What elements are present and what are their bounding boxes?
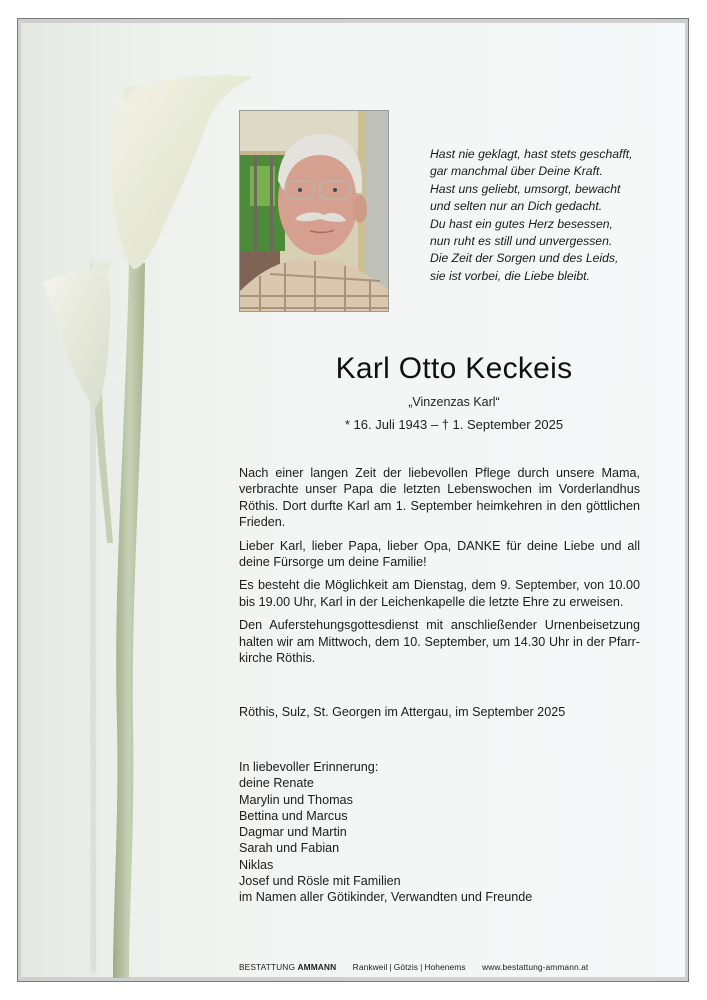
poem-line: sie ist vorbei, die Liebe bleibt. bbox=[430, 268, 590, 283]
mourner-entry: Bettina und Marcus bbox=[239, 808, 348, 823]
poem-line: Hast uns geliebt, umsorgt, bewacht bbox=[430, 181, 621, 196]
mourner-entry: im Namen aller Götikinder, Verwandten und Freunde bbox=[239, 890, 533, 905]
deceased-name: Karl Otto Keckeis bbox=[335, 352, 573, 385]
separator: | bbox=[389, 962, 392, 972]
mourner-entry: deine Renate bbox=[239, 776, 314, 791]
location-rankweil: Rankweil bbox=[352, 962, 388, 972]
place-and-date: Röthis, Sulz, St. Georgen im Attergau, im September 2025 bbox=[239, 705, 566, 719]
poem-line: Du hast ein gutes Herz besessen, bbox=[430, 216, 613, 231]
body-paragraph: Nach einer langen Zeit der liebevollen Pflege durch unsere Mama, verbrachte unser Papa die letzten Lebenswochen im Vorderlandhus Röthis. Dort durfte Karl am 1. September heimkehren in den göttlichen Frieden. bbox=[239, 466, 640, 530]
body-paragraph: Lieber Karl, lieber Papa, lieber Opa, DANKE für deine Liebe und all deine Fürsorge um deine Familie! bbox=[239, 538, 640, 570]
mourner-entry: Sarah und Fabian bbox=[239, 841, 340, 856]
announcement-body bbox=[239, 465, 640, 673]
memorial-poem bbox=[430, 146, 670, 285]
portrait-image-icon bbox=[240, 111, 389, 312]
brand-prefix: BESTATTUNG bbox=[239, 962, 298, 972]
poem-line: und selten nur an Dich gedacht. bbox=[430, 199, 603, 214]
funeral-home-locations bbox=[353, 962, 466, 972]
mourners-list bbox=[239, 759, 532, 906]
mourner-entry: Dagmar und Martin bbox=[239, 825, 347, 840]
body-paragraph: Den Auferstehungsgottesdienst mit anschließender Urnenbeisetzung halten wir am Mittwoch, dem 10. September, um 14.30 Uhr in der Pfarr-kirche Röthis. bbox=[239, 618, 640, 666]
poem-line: Die Zeit der Sorgen und des Leids, bbox=[430, 251, 619, 266]
mourner-entry: Josef und Rösle mit Familien bbox=[239, 874, 401, 889]
portrait-photo bbox=[239, 110, 389, 312]
poem-line: nun ruht es still und unvergessen. bbox=[430, 234, 613, 249]
website-link[interactable]: www.bestattung-ammann.at bbox=[482, 962, 589, 972]
location-hohenems: Hohenems bbox=[424, 962, 466, 972]
location-goetzis: Götzis bbox=[393, 962, 419, 972]
poem-line: gar manchmal über Deine Kraft. bbox=[430, 164, 603, 179]
mourners-heading: In liebevoller Erinnerung: bbox=[239, 760, 379, 774]
brand-name: AMMANN bbox=[297, 962, 337, 972]
poem-line: Hast nie geklagt, hast stets geschafft, bbox=[430, 147, 633, 161]
funeral-home-brand bbox=[239, 962, 336, 972]
separator: | bbox=[420, 962, 423, 972]
deceased-nickname: „Vinzenzas Karl“ bbox=[408, 395, 500, 409]
mourner-entry: Marylin und Thomas bbox=[239, 792, 353, 807]
funeral-home-footer bbox=[239, 962, 588, 972]
mourner-entry: Niklas bbox=[239, 857, 274, 872]
life-dates: * 16. Juli 1943 – † 1. September 2025 bbox=[344, 417, 564, 432]
body-paragraph: Es besteht die Möglichkeit am Dienstag, dem 9. September, von 10.00 bis 19.00 Uhr, Karl in der Leichenkapelle die letzte Ehre zu erweisen. bbox=[239, 578, 640, 609]
